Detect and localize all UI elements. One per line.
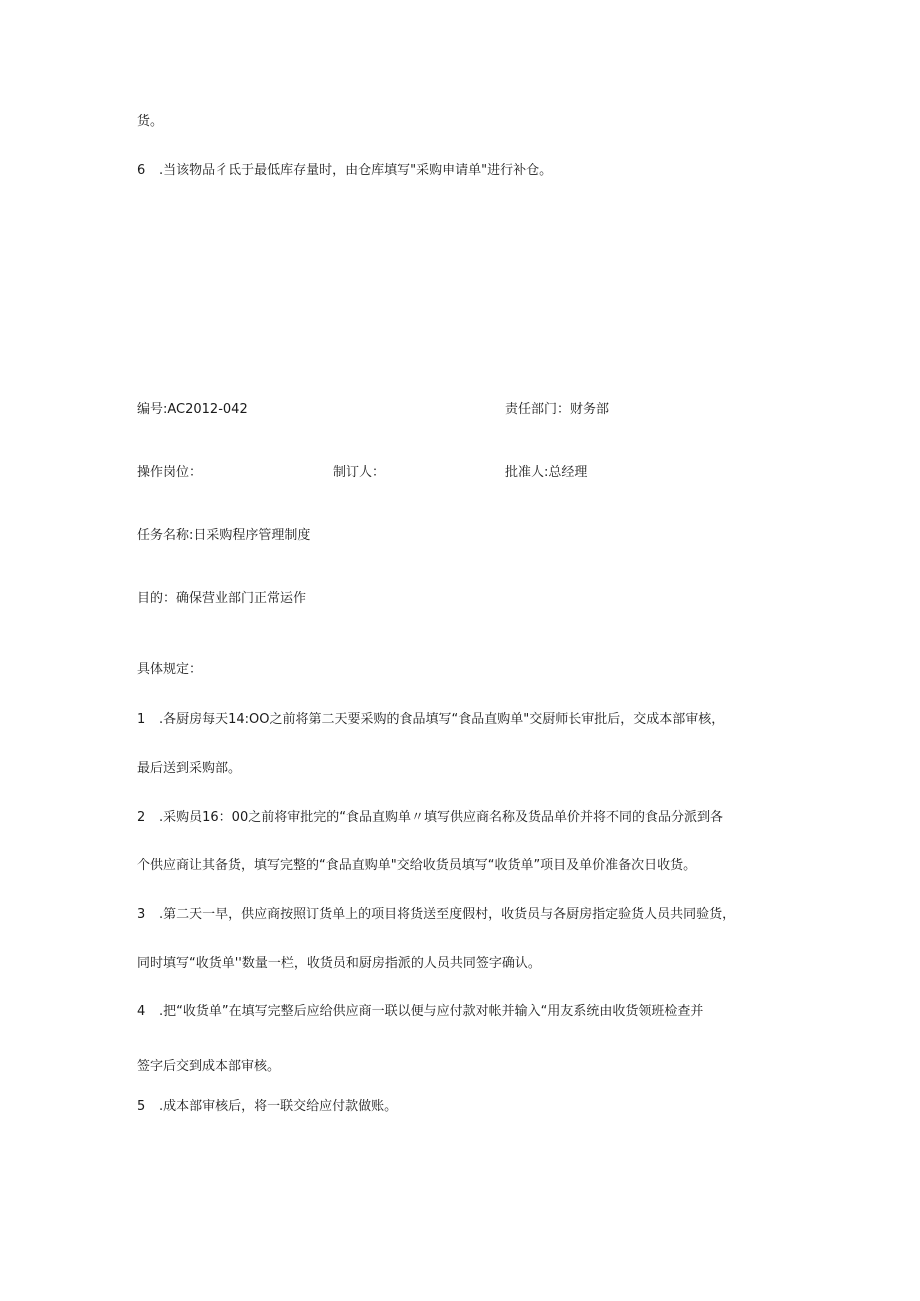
rule-2-line2: 个供应商让其备货，填写完整的“食品直购单"交给收货员填写“收货单”项目及单价准备次日收货。 [137, 858, 697, 873]
doc-code: 编号:AC2012-042 [137, 402, 248, 417]
rule-text: .采购员16：00之前将审批完的“食品直购单〃填写供应商名称及货品单价并将不同的食品分派到各 [159, 810, 723, 825]
rule-text: .成本部审核后，将一联交给应付款做账。 [159, 1099, 398, 1114]
rule-5-line1 [137, 1097, 397, 1117]
task-name: 任务名称:日采购程序管理制度 [137, 528, 311, 543]
rule-text: .第二天一早，供应商按照订货单上的项目将货送至度假村，收货员与各厨房指定验货人员共同验货， [159, 907, 736, 922]
rule-4-line2: 签字后交到成本部审核。 [137, 1059, 281, 1074]
item-6 [137, 161, 552, 181]
rule-number: 4 [137, 1004, 146, 1019]
rules-title: 具体规定： [137, 662, 203, 677]
rule-1-line1 [137, 710, 724, 730]
rule-1-line2: 最后送到采购部。 [137, 761, 242, 776]
responsible-dept: 责任部门：财务部 [505, 402, 610, 417]
operating-position: 操作岗位： [137, 465, 203, 480]
item-text: .当该物品彳氐于最低库存量时，由仓库填写"采购申请单"进行补仓。 [159, 163, 553, 178]
rule-text: .各厨房每天14:OO之前将第二天要采购的食品填写“食品直购单"交厨师长审批后，交成本部审核， [159, 712, 725, 727]
rule-number: 5 [137, 1099, 146, 1114]
rule-3-line2: 同时填写“收货单''数量一栏，收货员和厨房指派的人员共同签字确认。 [137, 956, 541, 971]
rule-4-line1 [137, 1002, 703, 1022]
rule-2-line1 [137, 808, 723, 828]
rule-3-line1 [137, 905, 735, 925]
author: 制订人： [333, 465, 386, 480]
purpose: 目的：确保营业部门正常运作 [137, 591, 307, 606]
approver: 批准人:总经理 [505, 465, 588, 480]
continuation-text: 货。 [137, 114, 164, 129]
rule-number: 3 [137, 907, 146, 922]
rule-number: 1 [137, 712, 146, 727]
rule-number: 2 [137, 810, 146, 825]
item-number: 6 [137, 163, 146, 178]
rule-text: .把“收货单”在填写完整后应给供应商一联以便与应付款对帐并输入“用友系统由收货领班检查并 [159, 1004, 704, 1019]
